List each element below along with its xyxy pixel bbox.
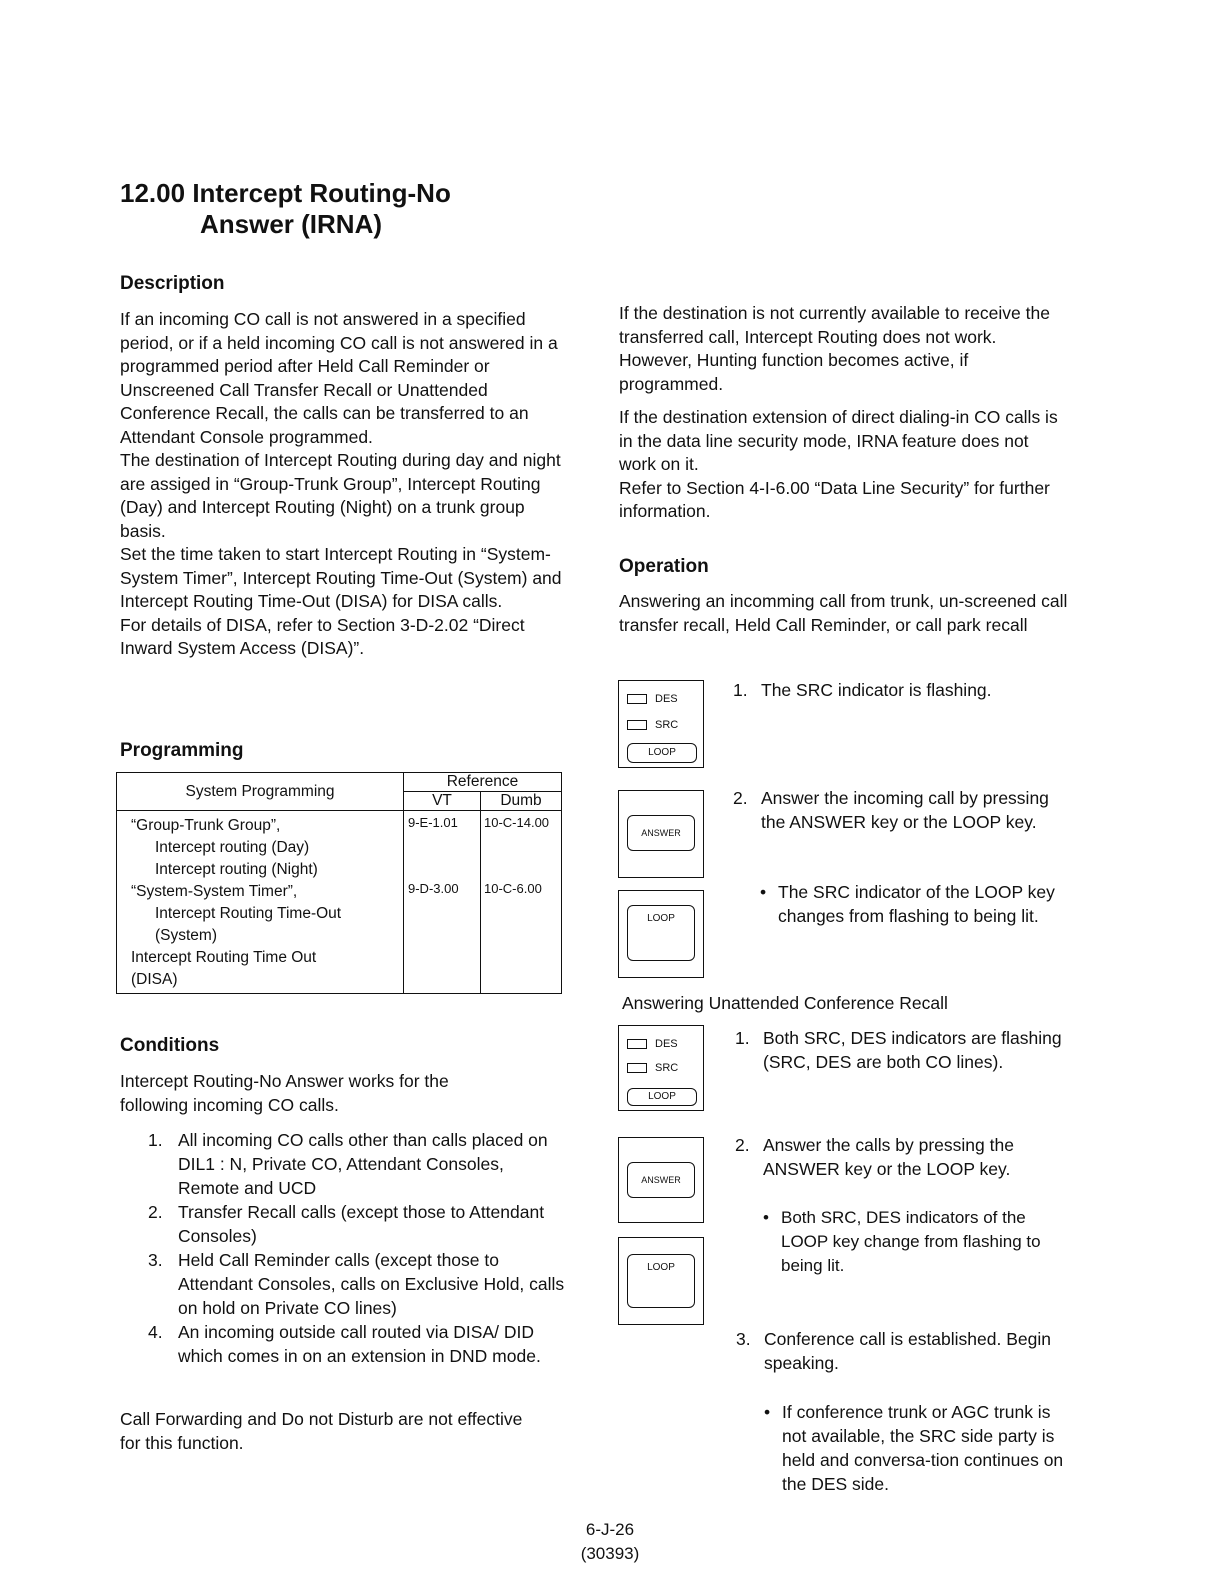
right-column-body: [619, 302, 1064, 524]
step: [735, 1133, 1065, 1181]
step-text: Conference call is established. Begin speaking.: [764, 1329, 1051, 1373]
table-cell-line: Intercept routing (Night): [155, 861, 318, 878]
conditions-list: [148, 1128, 568, 1368]
step-number: 1.: [733, 680, 748, 700]
table-header-dumb: Dumb: [481, 792, 562, 811]
loop-key-panel: [618, 890, 704, 978]
description-paragraph: The destination of Intercept Routing during day and night are assiged in “Group-Trunk Group”, Intercept Routing (Day) and Intercept Routing (Night) on a trunk group basis.: [120, 450, 561, 541]
table-header-reference: Reference: [404, 773, 562, 792]
step-text: The SRC indicator of the LOOP key changes from flashing to being lit.: [778, 882, 1055, 926]
step-number: 1.: [735, 1028, 750, 1048]
table-cell-line: (DISA): [131, 971, 178, 988]
answer-key[interactable]: ANSWER: [627, 1162, 695, 1198]
table-header-system: System Programming: [117, 773, 404, 811]
right-paragraph: Refer to Section 4-I-6.00 “Data Line Security” for further information.: [619, 477, 1050, 521]
list-item: [148, 1128, 568, 1200]
des-lamp-icon: [627, 694, 647, 704]
answer-key-panel: [618, 1137, 704, 1223]
src-indicator: [627, 719, 678, 731]
src-label: SRC: [655, 719, 679, 731]
description-paragraph: Set the time taken to start Intercept Routing in “System-System Timer”, Intercept Routing Time-Out (System) and Intercept Routing Time-Out (DISA) for DISA calls.: [120, 544, 562, 611]
list-item: [148, 1320, 568, 1368]
description-heading: Description: [120, 273, 225, 294]
step-number: 2.: [733, 788, 748, 808]
des-label: DES: [655, 693, 678, 705]
section-title-line2: Answer (IRNA): [200, 209, 383, 239]
table-cell-line: “System-System Timer”,: [131, 883, 298, 900]
section-title-line1: Intercept Routing-No: [192, 178, 451, 208]
step-text: If conference trunk or AGC trunk is not available, the SRC side party is held and conversa-tion continues on the DES side.: [782, 1402, 1064, 1494]
table-cell-dumb: 10-C-14.00: [481, 811, 562, 882]
list-item-text: Transfer Recall calls (except those to Attendant Consoles): [178, 1202, 545, 1246]
step: [736, 1327, 1066, 1375]
step: [764, 1400, 1069, 1496]
table-cell-vt: 9-E-1.01: [404, 811, 481, 882]
document-code: (30393): [580, 1544, 640, 1563]
section-number: 12.00: [120, 178, 186, 208]
step-text: Answer the calls by pressing the ANSWER key or the LOOP key.: [763, 1135, 1014, 1179]
indicator-panel: [618, 680, 704, 768]
step: [760, 880, 1065, 928]
conditions-intro: Intercept Routing-No Answer works for the following incoming CO calls.: [120, 1071, 449, 1115]
section-title: [120, 178, 451, 240]
step-bullet: •: [763, 1208, 769, 1227]
indicator-panel: [618, 1025, 704, 1111]
list-item-text: An incoming outside call routed via DISA/ DID which comes in on an extension in DND mode.: [178, 1322, 541, 1366]
des-indicator: [627, 1038, 678, 1050]
answer-key[interactable]: ANSWER: [627, 815, 695, 851]
programming-heading: Programming: [120, 740, 244, 761]
loop-key[interactable]: LOOP: [627, 743, 697, 763]
step-text: Answer the incoming call by pressing the ANSWER key or the LOOP key.: [761, 788, 1049, 832]
loop-key-panel: [618, 1237, 704, 1325]
table-cell-line: (System): [155, 927, 217, 944]
description-paragraph: For details of DISA, refer to Section 3-D-2.02 “Direct Inward System Access (DISA)”.: [120, 614, 525, 658]
page-number: 6-J-26: [585, 1520, 635, 1539]
table-cell-line: Intercept routing (Day): [155, 839, 310, 856]
list-item-text: Held Call Reminder calls (except those to Attendant Consoles, calls on Exclusive Hold, calls on hold on Private CO lines): [178, 1250, 565, 1318]
step: [733, 786, 1063, 834]
description-paragraph: If an incoming CO call is not answered in a specified period, or if a held incoming CO call is not answered in a programmed period after Held Call Reminder or Unscreened Call Transfer Recall or Unattended Conference Recall, the calls can be transferred to an Attendant Console programmed.: [120, 309, 558, 447]
answer-key-panel: [618, 790, 704, 878]
programming-table: [116, 772, 562, 994]
step-text: Both SRC, DES indicators of the LOOP key change from flashing to being lit.: [781, 1208, 1041, 1275]
right-paragraph: If the destination extension of direct dialing-in CO calls is in the data line security mode, IRNA feature does not work on it.: [619, 407, 1058, 474]
step-bullet: •: [764, 1402, 771, 1422]
loop-key[interactable]: LOOP: [627, 1088, 697, 1106]
step-text: The SRC indicator is flashing.: [761, 680, 992, 700]
table-header-vt: VT: [404, 792, 481, 811]
table-cell-line: Intercept Routing Time Out: [131, 949, 317, 966]
conditions-heading: Conditions: [120, 1035, 220, 1056]
list-item-text: All incoming CO calls other than calls placed on DIL1 : N, Private CO, Attendant Consoles, Remote and UCD: [178, 1130, 548, 1198]
src-lamp-icon: [627, 720, 647, 730]
step-bullet: •: [760, 882, 767, 902]
right-paragraph: If the destination is not currently available to receive the transferred call, Intercept Routing does not work. However, Hunting function becomes active, if programmed.: [619, 303, 1050, 394]
des-indicator: [627, 693, 678, 705]
list-item-number: 3.: [148, 1250, 163, 1270]
step-number: 3.: [736, 1329, 751, 1349]
des-label: DES: [655, 1038, 678, 1050]
list-item-number: 4.: [148, 1322, 163, 1342]
table-cell-line: “Group-Trunk Group”,: [131, 817, 281, 834]
table-cell-dumb: 10-C-6.00: [481, 881, 562, 994]
des-lamp-icon: [627, 1039, 647, 1049]
list-item-number: 2.: [148, 1202, 163, 1222]
src-indicator: [627, 1062, 678, 1074]
src-lamp-icon: [627, 1063, 647, 1073]
loop-key[interactable]: LOOP: [627, 905, 695, 961]
table-cell-vt: 9-D-3.00: [404, 881, 481, 994]
src-label: SRC: [655, 1062, 679, 1074]
step-text: Both SRC, DES indicators are flashing (SRC, DES are both CO lines).: [763, 1028, 1062, 1072]
list-item: [148, 1200, 568, 1248]
table-cell-line: Intercept Routing Time-Out: [155, 905, 342, 922]
step: [733, 678, 1063, 702]
table-row: [117, 881, 562, 994]
loop-key[interactable]: LOOP: [627, 1254, 695, 1308]
operation-heading: Operation: [619, 556, 709, 577]
list-item: [148, 1248, 568, 1320]
table-row: [117, 811, 562, 882]
conditions-note: Call Forwarding and Do not Disturb are not effective for this function.: [120, 1409, 523, 1453]
step: [735, 1026, 1065, 1074]
step-number: 2.: [735, 1135, 750, 1155]
page-footer: [540, 1518, 680, 1566]
list-item-number: 1.: [148, 1130, 163, 1150]
description-body: [120, 308, 565, 661]
conference-heading: Answering Unattended Conference Recall: [622, 993, 948, 1013]
step: [763, 1206, 1063, 1278]
operation-intro: Answering an incomming call from trunk, un-screened call transfer recall, Held Call Reminder, or call park recall: [619, 591, 1068, 635]
